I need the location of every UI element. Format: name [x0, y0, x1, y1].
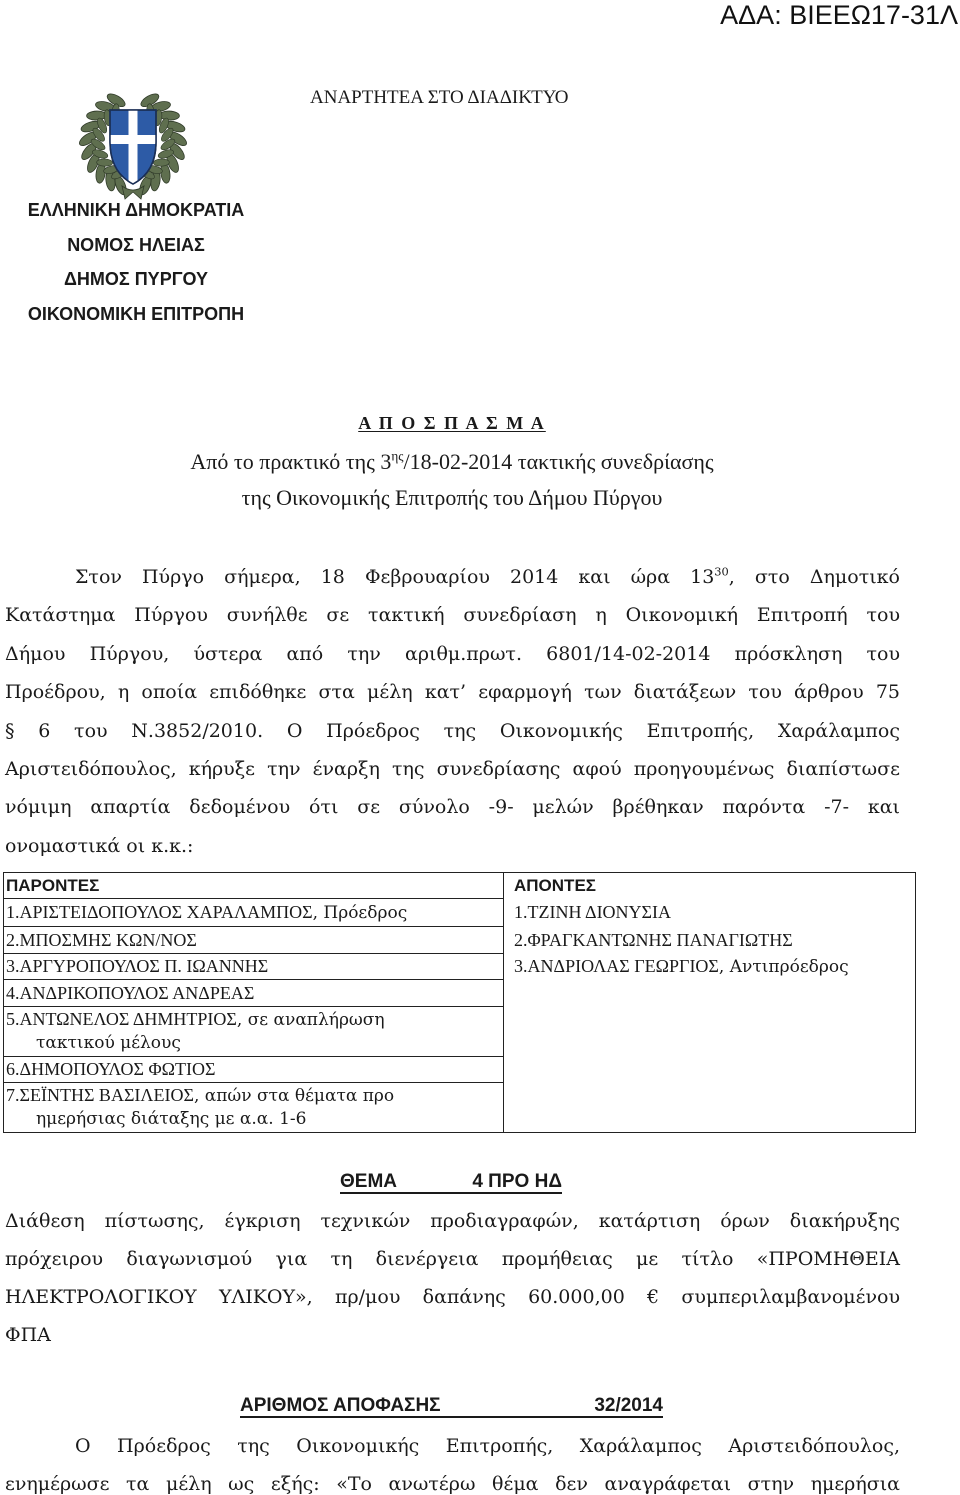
- absent-member: [504, 927, 916, 954]
- issuer-line: ΔΗΜΟΣ ΠΥΡΓΟΥ: [63, 269, 209, 289]
- document-title-text: Α Π Ο Σ Π Α Σ Μ Α: [358, 413, 546, 433]
- attendance-table: [3, 872, 916, 1133]
- absent-member: [504, 954, 916, 980]
- paragraph-text: Στον Πύργο σήμερα, 18 Φεβρουαρίου 2014 και ώρα 13: [75, 566, 715, 588]
- extract-subtitle: [0, 444, 904, 516]
- decision-number: 32/2014: [594, 1395, 663, 1416]
- coat-of-arms-icon: [78, 80, 188, 202]
- member-name: 3.ΑΡΓΥΡΟΠΟΥΛΟΣ Π. ΙΩΑΝΝΗΣ: [6, 956, 269, 976]
- absent-header: ΑΠΟΝΤΕΣ: [514, 876, 596, 896]
- present-header: ΠΑΡΟΝΤΕΣ: [4, 873, 504, 899]
- subject-item: 4 ΠΡΟ ΗΔ: [472, 1171, 562, 1192]
- present-member: [4, 1007, 504, 1057]
- member-role: , σε αναπλήρωση: [236, 1010, 385, 1030]
- member-name: 6.ΔΗΜΟΠΟΥΛΟΣ ΦΩΤΙΟΣ: [6, 1059, 216, 1079]
- paragraph-text: , στο Δημοτικό: [728, 566, 900, 588]
- subject-paragraph: [5, 1202, 900, 1354]
- member-name: 2.ΦΡΑΓΚΑΝΤΩΝΗΣ ΠΑΝΑΓΙΩΤΗΣ: [514, 929, 793, 950]
- issuer-line: ΟΙΚΟΝΟΜΙΚΗ ΕΠΙΤΡΟΠΗ: [27, 303, 245, 324]
- decision-label: ΑΡΙΘΜΟΣ ΑΠΟΦΑΣΗΣ: [240, 1395, 441, 1416]
- member-role: , απών στα θέματα προ: [193, 1086, 395, 1106]
- present-member: [4, 980, 504, 1007]
- paragraph-line: Διάθεση πίστωσης, έγκριση τεχνικών προδιαγραφών, κατάρτιση όρων διακήρυξης: [5, 1210, 900, 1232]
- paragraph-line: ΗΛΕΚΤΡΟΛΟΓΙΚΟΥ ΥΛΙΚΟΥ», πρ/μου δαπάνης 60.000,00 € συμπεριλαμβανομένου: [5, 1286, 900, 1308]
- posting-note: ΑΝΑΡΤΗΤΕΑ ΣΤΟ ΔΙΑΔΙΚΤΥΟ: [310, 87, 569, 108]
- subject-heading: [340, 1172, 562, 1194]
- time-superscript: 30: [714, 564, 729, 579]
- member-role-continuation: τακτικού μέλους: [36, 1033, 181, 1053]
- member-name: 4.ΑΝΔΡΙΚΟΠΟΥΛΟΣ ΑΝΔΡΕΑΣ: [6, 982, 255, 1003]
- present-member: [4, 927, 504, 954]
- intro-paragraph: [5, 558, 900, 865]
- present-member: [4, 899, 504, 927]
- extract-line: [0, 444, 904, 480]
- paragraph-line: Ο Πρόεδρος της Οικονομικής Επιτροπής, Χαράλαμπος Αριστειδόπουλος,: [75, 1435, 900, 1457]
- paragraph-line: ενημέρωσε τα μέλη ως εξής: «Το ανωτέρω θέμα δεν αναγράφεται στην ημερήσια: [5, 1473, 900, 1495]
- member-name: 2.ΜΠΟΣΜΗΣ ΚΩΝ/ΝΟΣ: [6, 929, 197, 950]
- extract-line-text: /18-02-2014 τακτικής συνεδρίασης: [403, 449, 714, 474]
- issuer-line: ΕΛΛΗΝΙΚΗ ΔΗΜΟΚΡΑΤΙΑ: [27, 200, 245, 220]
- member-name: 1.ΤΖΙΝΗ ΔΙΟΝΥΣΙΑ: [514, 902, 672, 922]
- member-role: , Πρόεδρος: [312, 902, 408, 923]
- absent-member: [504, 899, 916, 927]
- paragraph-line: Κατάστημα Πύργου συνήλθε σε τακτική συνεδρίαση η Οικονομική Επιτροπή του: [5, 604, 900, 627]
- paragraph-line: § 6 του Ν.3852/2010. Ο Πρόεδρος της Οικονομικής Επιτροπής, Χαράλαμπος: [5, 719, 900, 742]
- member-name: 3.ΑΝΔΡΙΟΛΑΣ ΓΕΩΡΓΙΟΣ: [514, 955, 719, 976]
- extract-line-text: Από το πρακτικό της 3: [190, 449, 392, 474]
- decision-paragraph: [5, 1427, 900, 1495]
- paragraph-line: πρόχειρου διαγωνισμού για τη διενέργεια προμήθειας με τίτλο «ΠΡΟΜΗΘΕΙΑ: [5, 1248, 900, 1270]
- paragraph-line: Προέδρου, η οποία επιδόθηκε στα μέλη κατ’ εφαρμογή των διατάξεων του άρθρου 75: [5, 681, 900, 704]
- issuer-block: [0, 193, 272, 331]
- extract-line-superscript: ης: [391, 448, 404, 464]
- present-member: [4, 954, 504, 980]
- paragraph-line: νόμιμη απαρτία δεδομένου ότι σε σύνολο -9- μελών βρέθηκαν παρόντα -7- και: [5, 796, 900, 819]
- member-role: , Αντιπρόεδρος: [718, 956, 849, 977]
- member-name: 5.ΑΝΤΩΝΕΛΟΣ ΔΗΜΗΤΡΙΟΣ: [6, 1009, 237, 1029]
- member-role-continuation: ημερήσιας διάταξης με α.α. 1-6: [36, 1109, 307, 1129]
- paragraph-line: [5, 558, 900, 596]
- paragraph-line: Αριστειδόπουλος, κήρυξε την έναρξη της συνεδρίασης αφού προηγουμένως διαπίστωσε: [5, 758, 900, 781]
- issuer-line: ΝΟΜΟΣ ΗΛΕΙΑΣ: [67, 234, 205, 255]
- member-name: 7.ΣΕΪΝΤΗΣ ΒΑΣΙΛΕΙΟΣ: [6, 1085, 194, 1105]
- paragraph-line: Δήμου Πύργου, ύστερα από την αριθμ.πρωτ. 6801/14-02-2014 πρόσκληση του: [5, 642, 900, 665]
- document-title: [0, 412, 904, 434]
- subject-label: ΘΕΜΑ: [340, 1171, 397, 1192]
- paragraph-line: ονομαστικά οι κ.κ.:: [5, 834, 194, 857]
- ada-code: ΑΔΑ: ΒΙΕΕΩ17-31Λ: [720, 0, 958, 30]
- extract-line: της Οικονομικής Επιτροπής του Δήμου Πύργου: [241, 485, 663, 510]
- member-name: 1.ΑΡΙΣΤΕΙΔΟΠΟΥΛΟΣ ΧΑΡΑΛΑΜΠΟΣ: [6, 901, 313, 922]
- paragraph-line: ΦΠΑ: [5, 1324, 51, 1346]
- present-member: [4, 1083, 504, 1133]
- present-member: [4, 1057, 504, 1083]
- decision-heading: [240, 1396, 663, 1418]
